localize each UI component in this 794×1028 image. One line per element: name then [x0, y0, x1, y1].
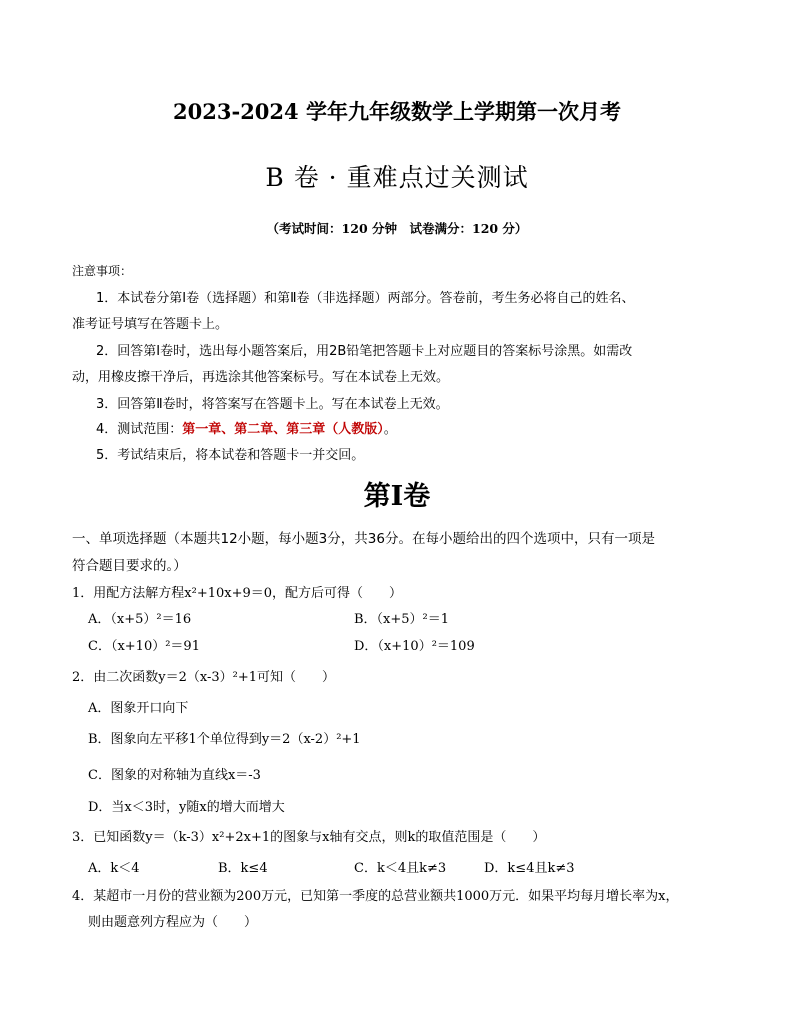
- question-1-stem: 1．用配方法解方程x²+10x+9＝0，配方后可得（ ）: [72, 586, 403, 601]
- question-2-option-a: A．图象开口向下: [88, 701, 189, 716]
- question-3-option-d: D．k≤4且k≠3: [484, 861, 575, 876]
- note-4-suffix: 。: [383, 422, 397, 437]
- note-4-prefix: 4．测试范围：: [96, 422, 183, 437]
- part-title: 第Ⅰ卷: [363, 481, 431, 512]
- note-2-line-2: 动，用橡皮擦干净后，再选涂其他答案标号。写在本试卷上无效。: [72, 370, 450, 385]
- question-1-option-a: A．（x+5）²＝16: [88, 612, 192, 627]
- question-3-option-b: B．k≤4: [218, 861, 268, 876]
- question-4-stem-line-1: 4．某超市一月份的营业额为200万元，已知第一季度的总营业额共1000万元．如果平均每月增长率为x，: [72, 889, 679, 904]
- section-heading-line-2: 符合题目要求的。）: [72, 558, 187, 574]
- exam-info: （考试时间：120 分钟 试卷满分：120 分）: [266, 221, 528, 236]
- note-5: 5．考试结束后，将本试卷和答题卡一并交回。: [96, 448, 365, 463]
- question-1-option-b: B．（x+5）²＝1: [354, 612, 450, 627]
- note-1-line-1: 1．本试卷分第Ⅰ卷（选择题）和第Ⅱ卷（非选择题）两部分。答卷前，考生务必将自己的姓名、: [96, 291, 635, 306]
- question-3-option-a: A．k＜4: [88, 861, 140, 876]
- question-3-stem: 3．已知函数y＝（k-3）x²+2x+1的图象与x轴有交点，则k的取值范围是（ ）: [72, 830, 546, 845]
- question-2-option-b: B．图象向左平移1个单位得到y＝2（x-2）²+1: [88, 732, 361, 747]
- question-2-stem: 2．由二次函数y＝2（x-3）²+1可知（ ）: [72, 670, 336, 685]
- question-1-option-c: C．（x+10）²＝91: [88, 639, 200, 654]
- note-1-line-2: 准考证号填写在答题卡上。: [72, 317, 229, 332]
- question-4-stem-line-2: 则由题意列方程应为（ ）: [88, 915, 258, 930]
- question-2-option-c: C．图象的对称轴为直线x＝-3: [88, 768, 261, 783]
- notes-heading: 注意事项：: [72, 264, 133, 278]
- note-2-line-1: 2．回答第Ⅰ卷时，选出每小题答案后，用2B铅笔把答题卡上对应题目的答案标号涂黑。如需改: [96, 344, 633, 359]
- exam-title: 2023-2024 学年九年级数学上学期第一次月考: [173, 99, 621, 124]
- exam-subtitle: B 卷 · 重难点过关测试: [265, 163, 529, 192]
- question-2-option-d: D．当x＜3时，y随x的增大而增大: [88, 800, 285, 815]
- section-heading-line-1: 一、单项选择题（本题共12小题，每小题3分，共36分。在每小题给出的四个选项中，只有一项是: [72, 531, 655, 547]
- question-1-option-d: D．（x+10）²＝109: [354, 639, 475, 654]
- note-4: [96, 418, 397, 437]
- note-3: 3．回答第Ⅱ卷时，将答案写在答题卡上。写在本试卷上无效。: [96, 397, 449, 412]
- note-4-scope: 第一章、第二章、第三章（人教版）: [182, 422, 384, 437]
- question-3-option-c: C．k＜4且k≠3: [354, 861, 447, 876]
